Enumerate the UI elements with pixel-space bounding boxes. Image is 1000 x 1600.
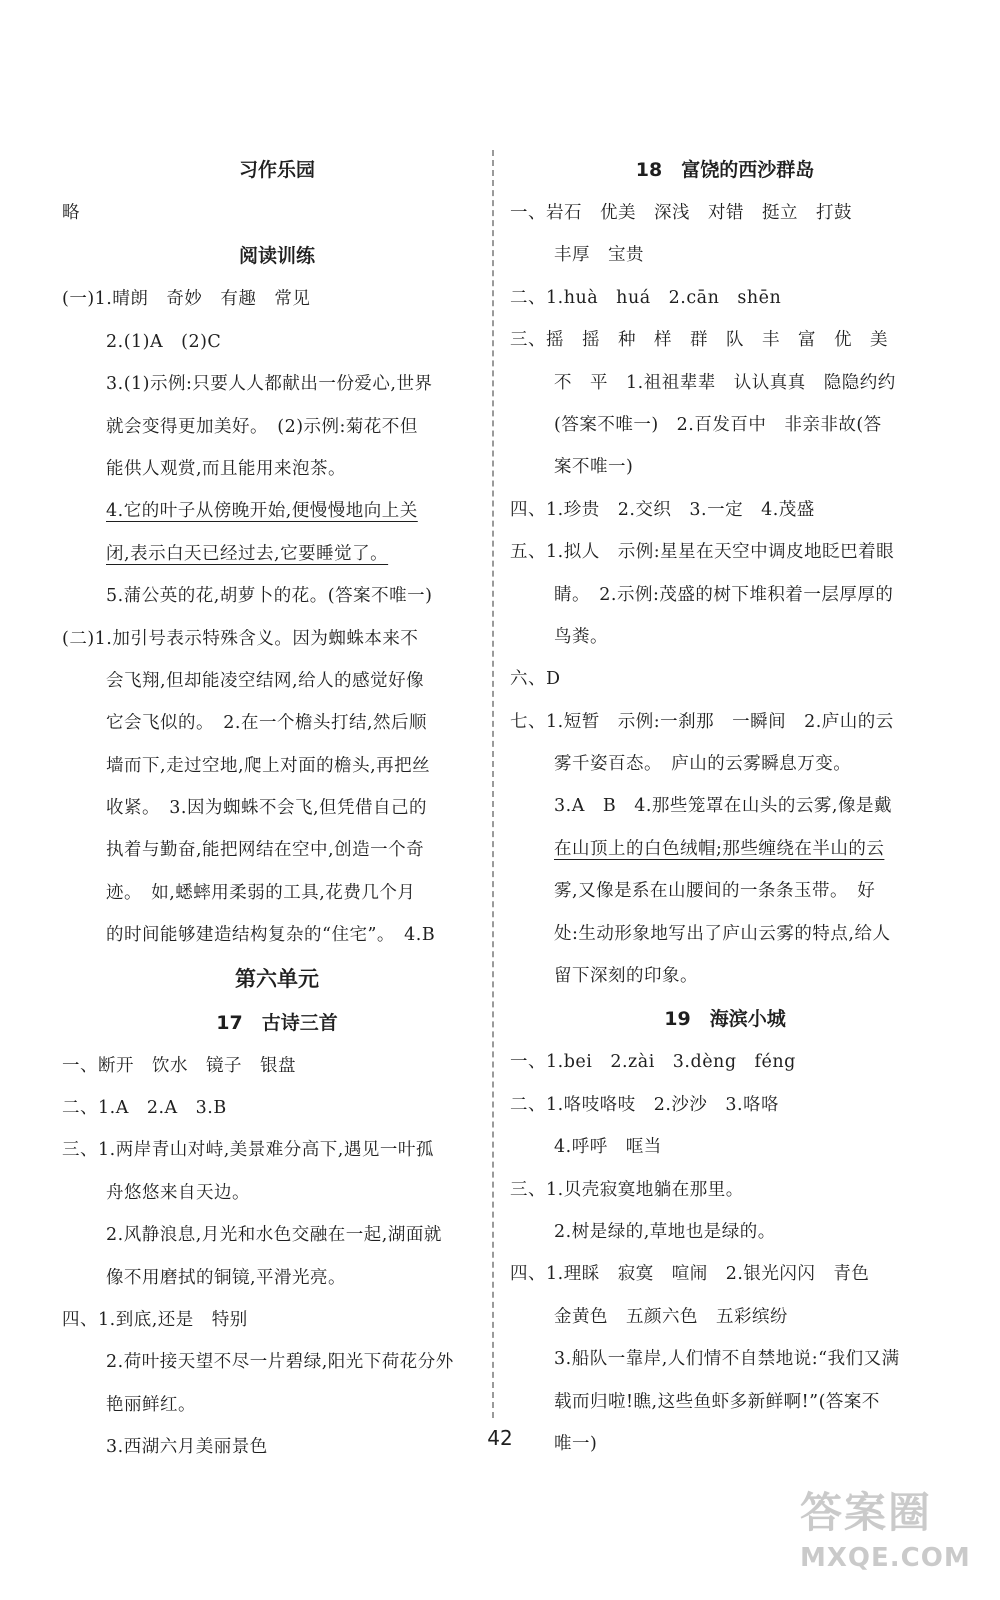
answer-line: 2.树是绿的,草地也是绿的。 (554, 1221, 776, 1242)
answer-line: 雾千姿百态。 庐山的云雾瞬息万变。 (554, 754, 852, 775)
answer-line: 5.蒲公英的花,胡萝卜的花。(答案不唯一) (106, 586, 433, 607)
lesson19-heading: 19 海滨小城 (664, 1008, 786, 1031)
page-number: 42 (487, 1426, 513, 1450)
answer-line: 3.A B 4.那些笼罩在山头的云雾,像是戴 (554, 796, 892, 817)
watermark-text: 答案圈 (800, 1488, 933, 1537)
answer-line: 睛。 2.示例:茂盛的树下堆积着一层厚厚的 (554, 584, 894, 605)
answer-line: 案不唯一) (554, 457, 634, 478)
answer-line: 载而归啦!瞧,这些鱼虾多新鲜啊!”(答案不 (554, 1391, 880, 1412)
answer-line-underlined (62, 533, 492, 575)
lesson18-heading: 18 富饶的西沙群岛 (635, 159, 815, 181)
answer-line: 四、1.珍贵 2.交织 3.一定 4.茂盛 (510, 499, 815, 520)
answer-line: 它会飞似的。 2.在一个檐头打结,然后顺 (106, 713, 428, 734)
answer-line: 金黄色 五颜六色 五彩缤纷 (554, 1306, 788, 1327)
underlined-text: 4.它的叶子从傍晚开始,便慢慢地向上关 (106, 501, 418, 522)
lesson17-heading: 17 古诗三首 (216, 1011, 338, 1034)
answer-line-underlined (62, 490, 492, 532)
xizuo-heading: 习作乐园 (238, 159, 315, 181)
answer-line: 三、摇 摇 种 样 群 队 丰 富 优 美 (510, 330, 888, 351)
answer-line: 就会变得更加美好。 (2)示例:菊花不但 (106, 416, 418, 437)
answer-line: 雾,又像是系在山腰间的一条条玉带。 好 (554, 881, 876, 902)
answer-line: 二、1.huà huá 2.cān shēn (510, 287, 782, 308)
answer-line: 收紧。 3.因为蜘蛛不会飞,但凭借自己的 (106, 798, 428, 819)
answer-line: 七、1.短暂 示例:一刹那 一瞬间 2.庐山的云 (510, 711, 894, 732)
answer-line: 4.呼呼 哐当 (554, 1137, 662, 1158)
answer-line: 唯一) (554, 1433, 598, 1454)
answer-line: (一)1.晴朗 奇妙 有趣 常见 (62, 289, 311, 310)
answer-line: 像不用磨拭的铜镜,平滑光亮。 (106, 1267, 347, 1288)
answer-line: 3.西湖六月美丽景色 (106, 1437, 268, 1458)
answer-line: 六、D (510, 669, 561, 690)
answer-line: 一、岩石 优美 深浅 对错 挺立 打鼓 (510, 203, 852, 223)
answer-line: 3.船队一靠岸,人们情不自禁地说:“我们又满 (554, 1349, 900, 1370)
answer-line: 墙而下,走过空地,爬上对面的檐头,再把丝 (106, 755, 431, 776)
answer-line: 艳丽鲜红。 (106, 1394, 196, 1415)
answer-line: 迹。 如,蟋蟀用柔弱的工具,花费几个月 (106, 882, 416, 903)
answer-line: 2.荷叶接天望不尽一片碧绿,阳光下荷花分外 (106, 1352, 454, 1373)
answer-line: 一、断开 饮水 镜子 银盘 (62, 1055, 296, 1076)
answer-line-underlined (510, 828, 940, 870)
answer-line: 四、1.理睬 寂寞 喧闹 2.银光闪闪 青色 (510, 1264, 870, 1285)
answer-line: 三、1.贝壳寂寞地躺在那里。 (510, 1179, 744, 1200)
answer-line: 丰厚 宝贵 (554, 245, 644, 266)
answer-line: (答案不唯一) 2.百发百中 非亲非故(答 (554, 414, 882, 435)
watermark-logo (800, 1488, 990, 1596)
answer-line: 2.风静浪息,月光和水色交融在一起,湖面就 (106, 1225, 442, 1246)
answer-line: 不 平 1.祖祖辈辈 认认真真 隐隐约约 (554, 372, 896, 393)
answer-line: 会飞翔,但却能凌空结网,给人的感觉好像 (106, 670, 425, 691)
answer-line: 留下深刻的印象。 (554, 966, 698, 987)
answer-line: 三、1.两岸青山对峙,美景难分高下,遇见一叶孤 (62, 1140, 434, 1161)
yuedu-heading: 阅读训练 (238, 245, 315, 268)
answer-line: 处:生动形象地写出了庐山云雾的特点,给人 (554, 923, 891, 944)
answer-line: 能供人观赏,而且能用来泡茶。 (106, 458, 347, 479)
answer-line: 鸟粪。 (554, 626, 608, 647)
xizuo-answer: 略 (62, 203, 80, 223)
right-column (510, 148, 940, 1465)
answer-line: 舟悠悠来自天边。 (106, 1182, 250, 1203)
answer-line: 3.(1)示例:只要人人都献出一份爱心,世界 (106, 374, 433, 395)
answer-line: 2.(1)A (2)C (106, 331, 222, 352)
underlined-text: 闭,表示白天已经过去,它要睡觉了。 (106, 543, 389, 564)
unit-heading: 第六单元 (235, 966, 319, 991)
underlined-text: 在山顶上的白色绒帽;那些缠绕在半山的云 (554, 838, 885, 859)
answer-line: 二、1.咯吱咯吱 2.沙沙 3.咯咯 (510, 1094, 780, 1115)
watermark-url: MXQE.COM (800, 1543, 971, 1573)
left-column (62, 148, 492, 1469)
answer-line: 二、1.A 2.A 3.B (62, 1098, 227, 1119)
answer-line: 执着与勤奋,能把网结在空中,创造一个奇 (106, 840, 425, 861)
answer-line: (二)1.加引号表示特殊含义。因为蜘蛛本来不 (62, 628, 419, 649)
answer-line: 四、1.到底,还是 特别 (62, 1309, 248, 1330)
column-divider (492, 150, 494, 1418)
answer-line: 一、1.bei 2.zài 3.dèng féng (510, 1052, 796, 1073)
answer-line: 的时间能够建造结构复杂的“住宅”。 4.B (106, 925, 436, 946)
answer-line: 五、1.拟人 示例:星星在天空中调皮地眨巴着眼 (510, 542, 895, 563)
